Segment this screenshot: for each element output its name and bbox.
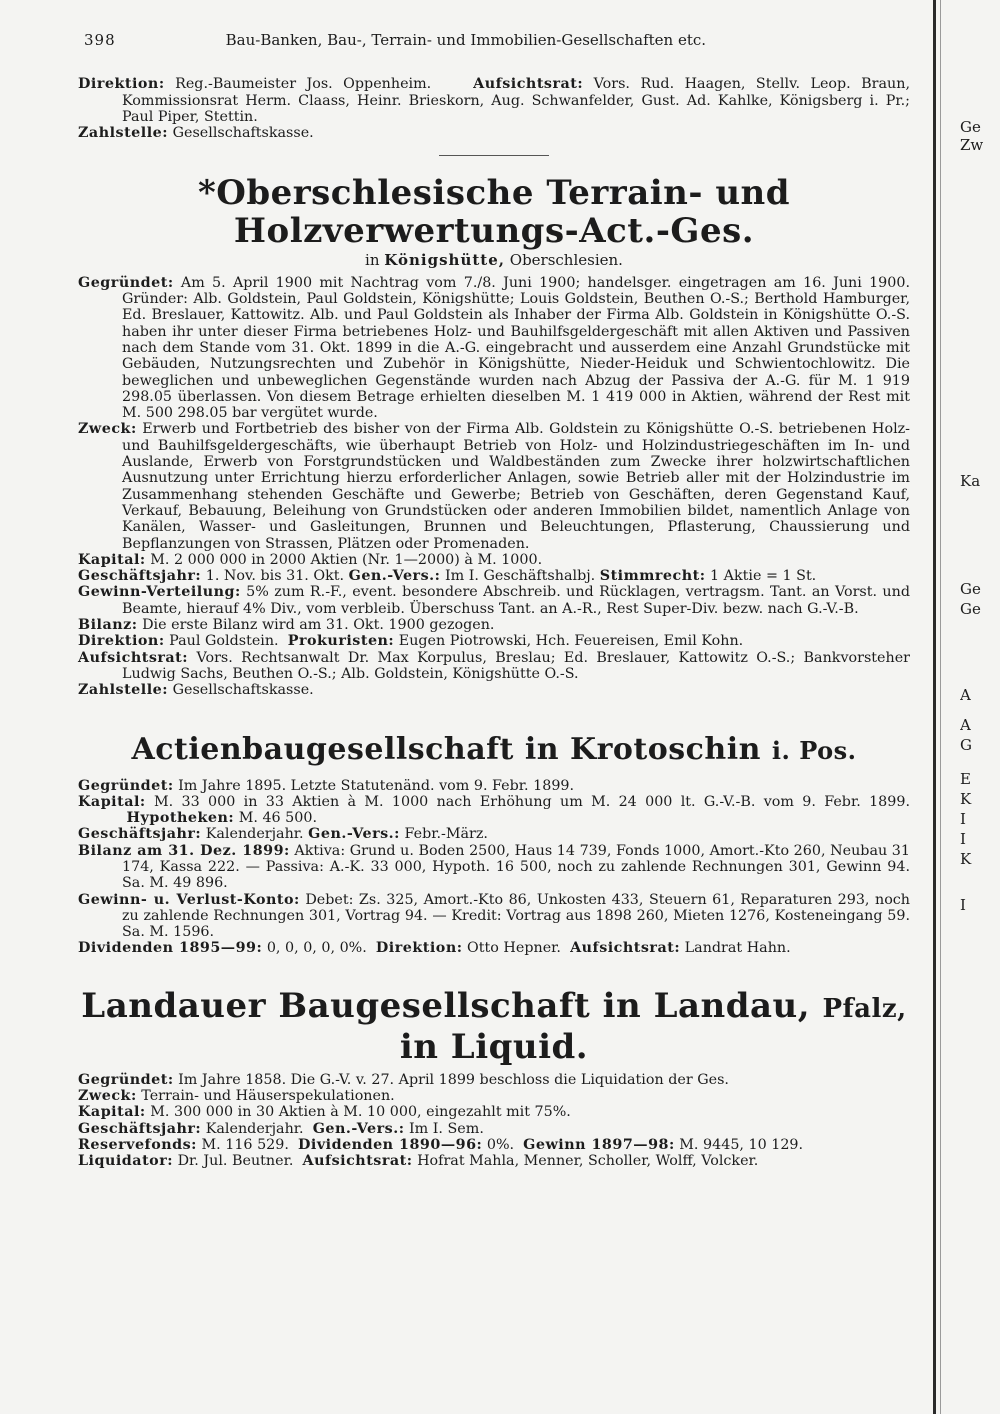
entry-paragraph: Zahlstelle: Gesellschaftskasse. (78, 682, 314, 699)
entry-paragraph: Zweck: Terrain- und Häuserspekulationen. (78, 1088, 395, 1105)
entry-title: *Oberschlesische Terrain- und Holzverwertungs-Act.-Ges. (197, 173, 791, 252)
entry-paragraph: Geschäftsjahr: 1. Nov. bis 31. Okt. Gen.-Vers.: Im I. Geschäftshalbj. Stimmrecht: 1 Aktie = 1 St. (78, 568, 817, 585)
entry-paragraph: Gegründet: Am 5. April 1900 mit Nachtrag vom 7./8. Juni 1900; handelsger. eingetragen am 16. Juni 1900. Gründer: Alb. Goldstein, Paul Goldstein, Königshütte; Louis Goldstein, Beuthen O.-S.; Berthold Hamburger, Ed. Breslauer, Kattowitz. Alb. und Paul Goldstein als Inhaber der Firma Alb. Goldstein in Königshütte O.-S. haben ihr unter dieser Firma betriebenes Holz- und Bauhilfsgeldergeschäft mit allen Aktiven und Passiven nach dem Stande vom 31. Okt. 1899 in die A.-G. eingebracht und ausserdem eine Anzahl Grundstücke mit Gebäuden, Nutzungsrechten und Zubehör in Königshütte, Nieder-Heiduk und Schwientochlowitz. Die beweglichen und unbeweglichen Gegenstände wurden nach Abzug der Passiva der A.-G. für M. 1 919 298.05 überlassen. Von diesem Betrage erhielten dieselben M. 1 419 000 in Aktien, während der Rest mit M. 500 298.05 bar vergütet wurde. (78, 274, 911, 422)
running-head-title: Bau-Banken, Bau-, Terrain- und Immobilien-Gesellschaften etc. (225, 31, 707, 49)
entry-paragraph: Dividenden 1895—99: 0, 0, 0, 0, 0%. Direktion: Otto Hepner. Aufsichtsrat: Landrat Hahn. (78, 940, 791, 957)
adjacent-fragment: I (960, 896, 966, 914)
entry-oberschlesische (78, 174, 910, 698)
adjacent-fragment: Ge (960, 580, 981, 598)
adjacent-fragment: I (960, 830, 966, 848)
page-column (78, 26, 910, 1170)
adjacent-fragment: Ge (960, 118, 981, 136)
entry-paragraph: Geschäftsjahr: Kalenderjahr. Gen.-Vers.: Febr.-März. (78, 826, 488, 843)
adjacent-fragment: Ge (960, 600, 981, 618)
adjacent-page-edge (960, 0, 1000, 1414)
running-head (84, 32, 910, 48)
prev-entry-line: Direktion: Reg.-Baumeister Jos. Oppenheim. Aufsichtsrat: Vors. Rud. Haagen, Stellv. Leop. Braun, Kommissionsrat Herm. Claass, Heinr. Brieskorn, Aug. Schwanfelder, Gust. Ad. Kahlke, Königsberg i. Pr.; Paul Piper, Stettin. (78, 76, 911, 125)
entry-title: Actienbaugesellschaft in Krotoschin i. Pos. (131, 731, 857, 767)
adjacent-fragment: A (960, 716, 971, 734)
entry-paragraph: Kapital: M. 2 000 000 in 2000 Aktien (Nr. 1—2000) à M. 1000. (78, 551, 543, 568)
entry-title: Landauer Baugesellschaft in Landau, Pfalz, in Liquid. (81, 985, 907, 1067)
entry-paragraph: Gegründet: Im Jahre 1895. Letzte Statutenänd. vom 9. Febr. 1899. (78, 777, 575, 794)
entry-paragraph: Kapital: M. 33 000 in 33 Aktien à M. 1000 nach Erhöhung um M. 24 000 lt. G.-V.-B. vom 9. Febr. 1899. Hypotheken: M. 46 500. (78, 793, 911, 827)
entry-paragraph: Bilanz am 31. Dez. 1899: Aktiva: Grund u. Boden 2500, Haus 14 739, Fonds 1000, Amort.-Kto 260, Neubau 31 174, Kassa 222. — Passiva: A.-K. 33 000, Hypoth. 16 500, noch zu zahlende Rechnungen 301, Gewinn 94. Sa. M. 49 896. (78, 842, 910, 892)
entry-paragraph: Bilanz: Die erste Bilanz wird am 31. Okt. 1900 gezogen. (78, 617, 495, 634)
entry-landauer (78, 987, 910, 1170)
entry-paragraph: Reservefonds: M. 116 529. Dividenden 1890—96: 0%. Gewinn 1897—98: M. 9445, 10 129. (78, 1136, 804, 1153)
entry-paragraph: Geschäftsjahr: Kalenderjahr. Gen.-Vers.: Im I. Sem. (78, 1120, 484, 1137)
entry-paragraph: Direktion: Paul Goldstein. Prokuristen: Eugen Piotrowski, Hch. Feuereisen, Emil Kohn. (78, 633, 744, 650)
adjacent-fragment: K (960, 790, 972, 808)
entry-krotoschin (78, 733, 910, 957)
adjacent-fragment: I (960, 810, 966, 828)
binding-fold (933, 0, 936, 1414)
adjacent-fragment: E (960, 770, 971, 788)
adjacent-fragment: G (960, 736, 972, 754)
entry-location: in Königshütte, Oberschlesien. (365, 251, 623, 270)
adjacent-fragment: Ka (960, 472, 981, 490)
prev-entry-line: Zahlstelle: Gesellschaftskasse. (78, 125, 314, 142)
entry-paragraph: Gewinn- u. Verlust-Konto: Debet: Zs. 325, Amort.-Kto 86, Unkosten 433, Steuern 61, Reparaturen 293, noch zu zahlende Rechnungen 301, Vortrag 94. — Kredit: Vortrag aus 1898 260, Mieten 1276, Kosteneingang 59. Sa. M. 1596. (78, 891, 911, 941)
entry-paragraph: Liquidator: Dr. Jul. Beutner. Aufsichtsrat: Hofrat Mahla, Menner, Scholler, Wolff, Volcker. (78, 1153, 759, 1170)
page-number: 398 (84, 31, 116, 49)
entry-paragraph: Kapital: M. 300 000 in 30 Aktien à M. 10 000, eingezahlt mit 75%. (78, 1104, 571, 1121)
prev-entry (78, 76, 910, 141)
adjacent-fragment: A (960, 686, 971, 704)
entry-paragraph: Gewinn-Verteilung: 5% zum R.-F., event. besondere Abschreib. und Rücklagen, vertragsm. Tant. an Vorst. und Beamte, hierauf 4% Div., vom verbleib. Überschuss Tant. an A.-R., Rest Super-Div. bezw. nach G.-V.-B. (78, 584, 910, 617)
entry-paragraph: Gegründet: Im Jahre 1858. Die G.-V. v. 27. April 1899 beschloss die Liquidation der Ges. (78, 1071, 729, 1088)
binding-fold-shadow (940, 0, 941, 1414)
entry-paragraph: Zweck: Erwerb und Fortbetrieb des bisher von der Firma Alb. Goldstein zu Königshütte O.-S. betriebenen Holz- und Bauhilfsgeldergeschäfts, wie überhaupt Betrieb von Holz- und Holzindustriegeschäften im In- und Auslande, Erwerb von Forstgrundstücken und Waldbeständen zum Zwecke ihrer holzwirtschaftlichen Ausnutzung unter Errichtung hierzu erforderlicher Anlagen, sowie Betrieb aller mit der Holzindustrie im Zusammenhang stehenden Geschäfte und Gewerbe; Betrieb von Geschäften, deren Gegenstand Kauf, Verkauf, Bebauung, Beleihung von Grundstücken oder anderen Immobilien bildet, namentlich Anlage von Kanälen, Wasser- und Gasleitungen, Brunnen und Beleuchtungen, Pflasterung, Chaussierung und Bepflanzungen von Strassen, Plätzen oder Promenaden. (78, 421, 911, 552)
adjacent-fragment: Zw (960, 136, 984, 154)
adjacent-fragment: K (960, 850, 972, 868)
entry-paragraph: Aufsichtsrat: Vors. Rechtsanwalt Dr. Max Korpulus, Breslau; Ed. Breslauer, Kattowitz O.-S.; Bankvorsteher Ludwig Sachs, Beuthen O.-S.; Alb. Goldstein, Königshütte O.-S. (78, 649, 911, 682)
section-divider (439, 155, 549, 156)
